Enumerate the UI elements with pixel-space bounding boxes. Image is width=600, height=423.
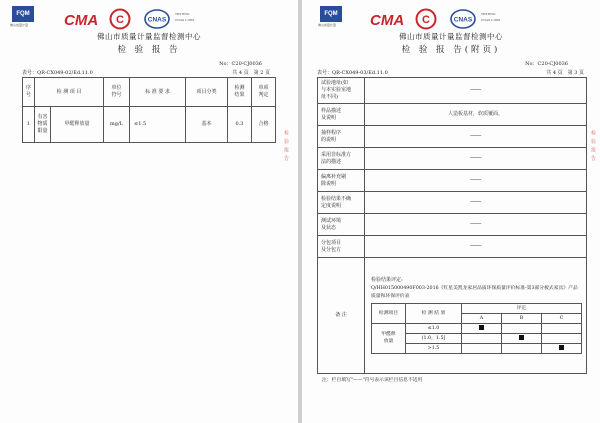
fqm-logo-sub: 佛山质量计量 [10,23,29,27]
testing-mark: TESTING [175,12,190,16]
cal-mark-icon [108,8,132,30]
row-value: —— [365,126,587,148]
cell-category: 有害 物质 限量 [35,107,51,143]
table-row [318,236,587,258]
grade-cell-b [502,334,542,344]
evaluation-text: Q/HH015000490F003-2016《红星美凯龙家居品质环保质量评价标准-第3部分板式家具》产品质量和环保评价表 [371,286,578,299]
table-row [318,126,587,148]
col-header [252,78,276,107]
remarks-label: 备 注 [318,258,365,374]
grade-cell-c [542,334,582,344]
grade-range: (1.0，1.5] [406,334,462,344]
grade-range: >1.5 [406,344,462,354]
evaluation-title: 检验结果评定: [371,276,403,283]
grade-item [372,324,406,354]
table-row [23,107,276,143]
svg-text:C: C [422,14,430,26]
result-table [22,77,276,143]
grade-col-eval: 评定 [462,304,582,314]
form-code: 表号：QR-CX049-02/Ed.11.0 [22,70,93,76]
row-label [318,236,365,258]
doc-title: 检 验 报 告(附页) [401,45,501,55]
grade-cell-c [542,344,582,354]
grade-cell-c [542,324,582,334]
row-value: —— [365,148,587,170]
page-info: 共 4 页 第 2 页 [232,70,270,76]
table-row [318,78,587,104]
row-label-text: 偏离补充剔 除说明 [321,173,347,187]
table-row [318,104,587,126]
table-header-row [23,78,276,107]
col-header: 项目分类 [186,78,228,107]
grade-cell-b [502,344,542,354]
cell-seq: 1 [23,107,35,143]
row-label [318,214,365,236]
row-value: —— [365,214,587,236]
row-label [318,192,365,214]
row-label [318,170,365,192]
row-label-text: 采用非标准方 法的描述 [321,151,352,165]
table-row [318,214,587,236]
grade-row [372,324,582,334]
evaluation-box [365,258,587,374]
report-page-3 [302,0,600,423]
cma-logo-text: CMA [64,12,99,29]
row-label [318,126,365,148]
row-label-text: 测试环境 及状态 [321,217,342,231]
cnas-logo [142,8,172,30]
doc-title: 检 验 报 告 [117,45,181,55]
grade-item-text: 甲醛释 放量 [381,332,396,344]
row-label-text: 分包项目 及分包方 [321,239,342,253]
col-header: 标 准 要 求 [130,78,186,107]
row-value: —— [365,236,587,258]
grade-header-row [372,304,582,314]
fqm-logo: FQM [12,6,34,22]
page-info: 共 4 页 第 3 页 [546,70,584,76]
cma-logo [368,8,410,30]
row-label-text: 试验地址(如 与本实验室地 址不同) [321,80,352,100]
row-label-text: 抽样程序 的说明 [321,129,342,143]
row-value: —— [365,192,587,214]
grade-cell-a [462,344,502,354]
col-header: 序号 [23,78,35,107]
grade-col-result: 检 测 结 果 [406,304,462,324]
side-stamp: 检 验 报 告 [590,130,596,162]
row-value: 人造板基材，软质覆面。 [365,104,587,126]
logo-bar [0,6,298,32]
cell-unit: mg/L [104,107,130,143]
org-name: 佛山市质量计量监督检测中心 [97,32,201,41]
col-header-text: 单位 符号 [111,85,122,98]
row-label [318,78,365,104]
svg-text:C: C [116,14,124,26]
testing-mark: TESTING [481,12,496,16]
cnas-logo-text: CNAS [453,16,473,24]
fqm-logo: FQM [320,6,342,22]
cma-logo [62,8,104,30]
grade-table [371,303,582,354]
row-label [318,104,365,126]
org-name: 佛山市质量计量监督检测中心 [399,32,503,41]
form-code: 表号：QR-CX049-03/Ed.11.0 [317,70,388,76]
report-page-2 [0,0,298,423]
table-row [318,148,587,170]
cnas-logo [448,8,478,30]
grade-letter: B [502,314,542,324]
logo-bar [302,6,600,32]
grade-cell-a [462,324,502,334]
table-row [318,170,587,192]
grade-letter: C [542,314,582,324]
cell-requirement: ≤1.5 [130,107,186,143]
cnas-number: CNAS L1861 [481,18,501,22]
col-header-text: 单项 判定 [258,85,269,98]
cell-item: 甲醛释放量 [51,107,104,143]
col-header-text: 检测 结果 [234,85,245,98]
checked-square-icon [519,335,524,340]
side-stamp: 检 验 报 告 [283,130,289,162]
checked-square-icon [479,325,484,330]
col-header [228,78,252,107]
grade-cell-a [462,334,502,344]
cell-verdict: 合格 [252,107,276,143]
row-value: —— [365,170,587,192]
grade-letter: A [462,314,502,324]
col-header: 检 测 项 目 [35,78,104,107]
grade-col-item: 检测项目 [372,304,406,324]
checked-square-icon [559,345,564,350]
appendix-table [317,77,587,374]
footnote: 注：栏目填写"——"符号表示该栏目信息不适用 [322,378,423,383]
fqm-logo-sub: 佛山质量计量 [318,23,337,27]
row-label-text: 样品描述 及说明 [321,107,342,121]
grade-cell-b [502,324,542,334]
row-value: —— [365,78,587,104]
cell-classification: 基本 [186,107,228,143]
row-label-text: 检验结果不确 定度说明 [321,195,352,209]
report-number: No：C20-CJ0036 [219,61,262,67]
table-row [318,192,587,214]
cell-result: 0.3 [228,107,252,143]
row-label [318,148,365,170]
col-header [104,78,130,107]
cal-mark-icon [414,8,438,30]
report-number: No：C20-CJ0036 [525,61,568,67]
cma-logo-text: CMA [370,12,405,29]
remarks-row [318,258,587,374]
cnas-number: CNAS L1861 [175,18,195,22]
cnas-logo-text: CNAS [147,16,167,24]
grade-range: ≤1.0 [406,324,462,334]
